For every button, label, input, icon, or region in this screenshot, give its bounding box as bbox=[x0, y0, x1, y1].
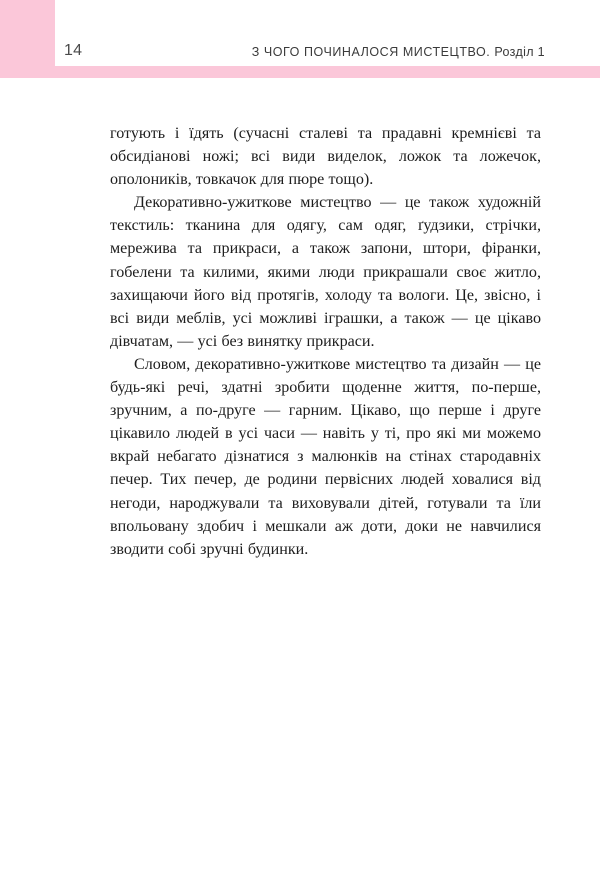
running-title-section: З ЧОГО ПОЧИНАЛОСЯ МИСТЕЦТВО. bbox=[251, 45, 491, 59]
header-accent-bar bbox=[0, 66, 600, 78]
running-title-chapter: Розділ 1 bbox=[494, 45, 545, 59]
body-paragraph: готують і їдять (сучасні сталеві та прадавні кремнієві та обсидіанові ножі; всі види виделок, ложок та ложечок, ополоників, товкачок для пюре тощо). bbox=[110, 125, 541, 189]
body-text-column bbox=[110, 122, 541, 561]
page-number: 14 bbox=[64, 42, 83, 59]
running-head bbox=[0, 40, 600, 66]
body-paragraph: Словом, декоративно-ужиткове мистецтво та дизайн — це будь-які речі, здатні зробити щоденне життя, по-перше, зручним, а по-друге — гарним. Цікаво, що перше і друге цікавило людей в усі часи — навіть у ті, про які ми можемо вкрай небагато дізнатися з малюнків на стінах стародавніх печер. Тих печер, де родини первісних людей ховалися від негоди, народжували та виховували дітей, готували та їли впольовану здобич і мешкали аж доти, доки не навчилися зводити собі зручні будинки. bbox=[110, 355, 541, 558]
running-title bbox=[252, 42, 545, 62]
body-paragraph: Декоративно-ужиткове мистецтво — це також художній текстиль: тканина для одягу, сам одяг, ґудзики, стрічки, мережива та прикраси, а також запони, штори, фіранки, гобелени та килими, якими люди прикрашали своє житло, захищаючи його від протягів, холоду та вологи. Це, звісно, і всі види меблів, усі можливі іграшки, а також — це цікаво дівчатам, — усі без винятку прикраси. bbox=[110, 194, 541, 350]
